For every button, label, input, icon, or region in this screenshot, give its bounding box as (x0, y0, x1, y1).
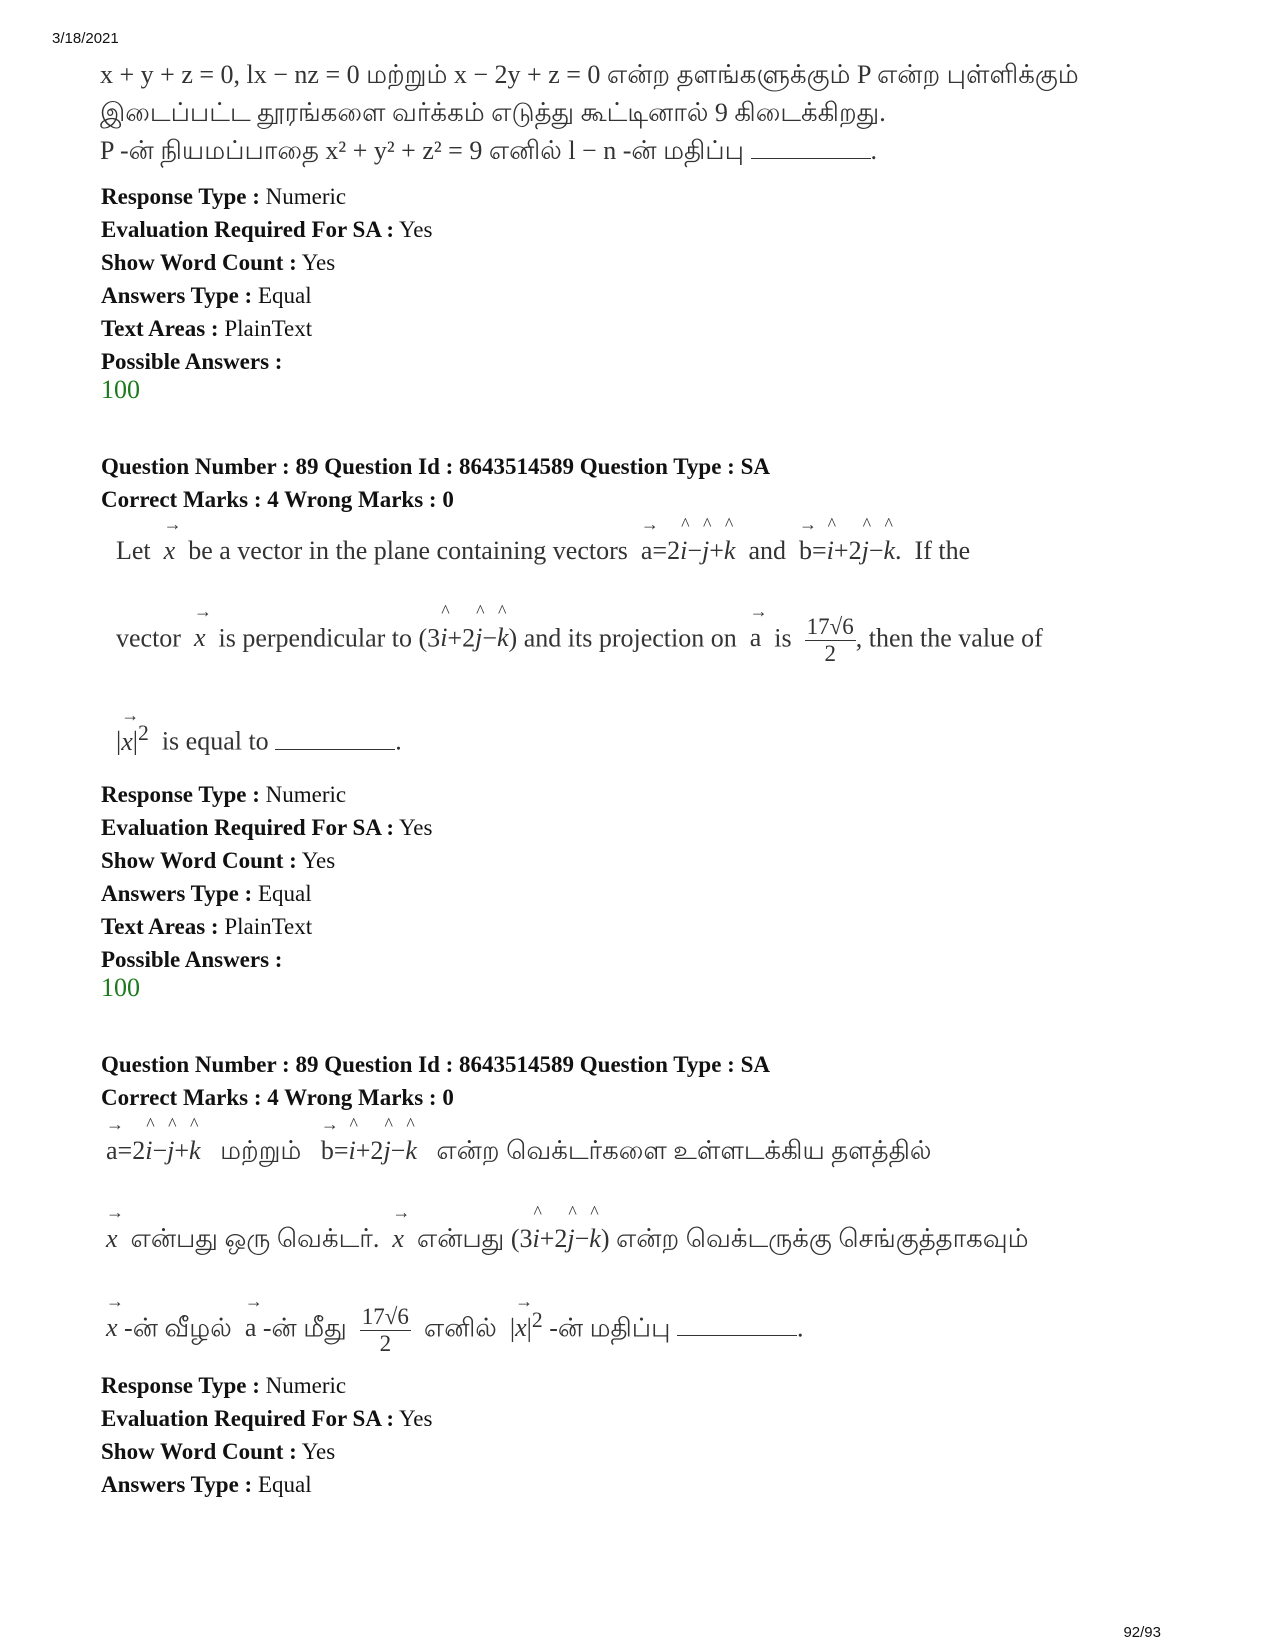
question-line-3: |→ $x|^2$ is equal to . (116, 721, 402, 757)
question-id-line: Question Number : 89 Question Id : 8643514589 Question Type : SA (101, 454, 770, 479)
marks-line: Correct Marks : 4 Wrong Marks : 0 (101, 487, 454, 512)
answer-blank (275, 749, 395, 750)
answers-type-row: Answers Type : Equal (101, 881, 312, 906)
question-meta (101, 778, 432, 976)
text-areas-row: Text Areas : PlainText (101, 316, 313, 341)
word-count-row: Show Word Count : Yes (101, 848, 336, 873)
question-line-3-text: P -ன் நியமப்பாதை x² + y² + z² = 9 எனில் l − n -ன் மதிப்பு (100, 136, 744, 165)
print-date: 3/18/2021 (52, 30, 119, 47)
question-line-1: x + y + z = 0, lx − nz = 0 மற்றும் x − 2y + z = 0 என்ற தளங்களுக்கும் P என்ற புள்ளிக்கும் (100, 60, 1079, 89)
question-id-line: Question Number : 89 Question Id : 8643514589 Question Type : SA (101, 1052, 770, 1077)
question-line-3: → x -ன் வீழல் → a -ன் மீது $\frac{17√6}{2}$ எனில் |→ $x|^2$ -ன் மதிப்பு . (106, 1304, 804, 1357)
page-number: 92/93 (1123, 1624, 1161, 1641)
question-line-1: Let → x be a vector in the plane containing vectors → a=2^ i−^ j+^ k and → b=^ i+2^ j−^ k. If the (116, 536, 970, 566)
question-meta (101, 180, 432, 378)
question-line-1: → a=2^ i−^ j+^ k மற்றும் → b=^ i+2^ j−^ k என்ற வெக்டர்களை உள்ளடக்கிய தளத்தில் (106, 1136, 931, 1169)
answer-blank (751, 158, 871, 159)
possible-answers-row: Possible Answers : (101, 947, 283, 972)
answers-type-row: Answers Type : Equal (101, 283, 312, 308)
question-line-2: இடைப்பட்ட தூரங்களை வர்க்கம் எடுத்து கூட்டினால் 9 கிடைக்கிறது. (100, 98, 886, 127)
question-header (101, 1048, 770, 1114)
possible-answers-row: Possible Answers : (101, 349, 283, 374)
evaluation-row: Evaluation Required For SA : Yes (101, 1406, 433, 1431)
response-type-row: Response Type : Numeric (101, 184, 347, 209)
projection-fraction: $\frac{17√6}{2}$ (806, 614, 854, 666)
question-line-2: → x என்பது ஒரு வெக்டர். → x என்பது (3^ i+2^ j−^ k) என்ற வெக்டருக்கு செங்குத்தாகவும் (106, 1224, 1029, 1257)
word-count-row: Show Word Count : Yes (101, 250, 336, 275)
question-header (101, 450, 770, 516)
marks-line: Correct Marks : 4 Wrong Marks : 0 (101, 1085, 454, 1110)
question-line-2: vector → x is perpendicular to (3^ i+2^ j−^ k) and its projection on → a is $\frac{17√6}{2}$ , then the value of (116, 614, 1043, 667)
answers-type-row: Answers Type : Equal (101, 1472, 312, 1497)
possible-answer-value: 100 (101, 375, 140, 404)
text-areas-row: Text Areas : PlainText (101, 914, 313, 939)
answer-blank (677, 1335, 797, 1336)
response-type-row: Response Type : Numeric (101, 1373, 347, 1398)
projection-fraction: $\frac{17√6}{2}$ (361, 1304, 409, 1356)
question-line-3: P -ன் நியமப்பாதை x² + y² + z² = 9 எனில் l − n -ன் மதிப்பு . (100, 136, 877, 165)
question-meta (101, 1369, 432, 1501)
evaluation-row: Evaluation Required For SA : Yes (101, 217, 433, 242)
response-type-row: Response Type : Numeric (101, 782, 347, 807)
possible-answer-value: 100 (101, 973, 140, 1002)
word-count-row: Show Word Count : Yes (101, 1439, 336, 1464)
evaluation-row: Evaluation Required For SA : Yes (101, 815, 433, 840)
